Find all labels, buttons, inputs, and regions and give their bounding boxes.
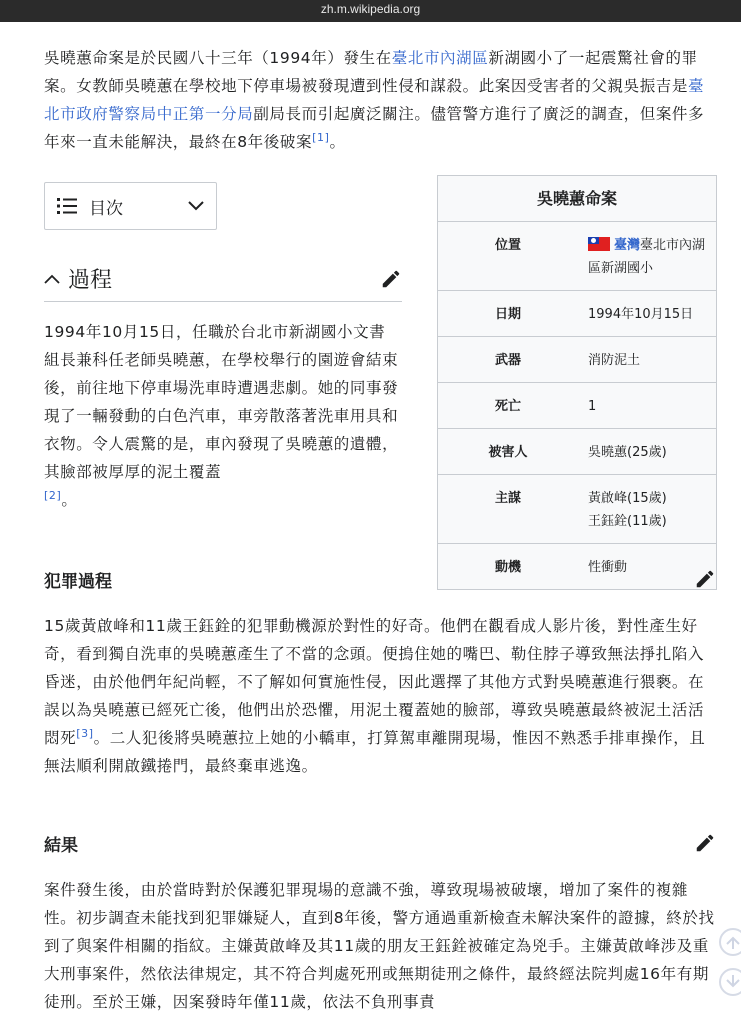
infobox-value: 黃啟峰(15歲) 王鈺銓(11歲) (588, 491, 667, 529)
list-icon (57, 197, 77, 215)
infobox-value: 消防泥土 (588, 353, 641, 368)
result-paragraph: 案件發生後，由於當時對於保護犯罪現場的意識不強，導致現場被破壞，增加了案件的複雜性。初步調查未能找到犯罪嫌疑人，直到8年後，警方通過重新檢查未解決案件的證據，終於找到了與案件相關的指紋。主嫌黃啟峰及其11歲的朋友王鈺銓被確定為兇手。主嫌黃啟峰涉及重大刑事案件，然依法律規定，其不符合判處死刑或無期徒刑之條件，最終經法院判處16年有期徒刑。至於王嫌，因案發時年僅11歲，依法不負刑事責 (44, 881, 715, 1011)
toc-label: 目次 (89, 198, 123, 219)
section-title-crime: 犯罪過程 (44, 571, 112, 592)
chevron-up-icon[interactable] (44, 274, 60, 284)
crime-paragraph: 15歲黃啟峰和11歲王鈺銓的犯罪動機源於對性的好奇。他們在觀看成人影片後，對性產生好奇，看到獨自洗車的吳曉蕙產生了不當的念頭。便摀住她的嘴巴、勒住脖子導致無法掙扎陷入昏迷，由於他們年紀尚輕，不了解如何實施性侵，因此選擇了其他方式對吳曉蕙進行猥褻。在誤以為吳曉蕙已經死亡後，他們出於恐懼，用泥土覆蓋她的臉部，導致吳曉蕙最終被泥土活活悶死[3]。二人犯後將吳曉蕙拉上她的小轎車，打算駕車離開現場，惟因不熟悉手排車操作，且無法順利開啟鐵捲門，最終棄車逃逸。 (44, 617, 706, 775)
section-title-result: 結果 (44, 835, 78, 856)
section-heading-process[interactable] (44, 256, 402, 302)
infobox-row-perpetrator (438, 475, 716, 544)
section-result-body (44, 876, 716, 1024)
edit-pencil-icon[interactable] (380, 268, 402, 290)
toc-dropdown[interactable] (44, 182, 217, 230)
infobox-row-weapon (438, 337, 716, 383)
infobox-value: 臺灣臺北市內湖區新湖國小 (588, 238, 706, 276)
link-police-bureau[interactable]: 臺北市政府警察局中正第一分局 (44, 77, 705, 123)
section-process-body (44, 318, 400, 514)
infobox-label: 被害人 (488, 445, 528, 460)
process-paragraph: 1994年10月15日，任職於台北市新湖國小文書組長兼科任老師吳曉蕙，在學校舉行的園遊會結束後，前往地下停車場洗車時遭遇悲劇。她的同事發現了一輛發動的白色汽車，車旁散落著洗車用具和衣物。令人震驚的是，車內發現了吳曉蕙的遺體，其臉部被厚厚的泥土覆蓋 [2]。 (44, 323, 399, 509)
scroll-down-button[interactable] (719, 968, 741, 996)
infobox-label: 主謀 (494, 491, 521, 506)
infobox-row-date (438, 291, 716, 337)
infobox-value: 性衝動 (588, 560, 628, 575)
edit-pencil-icon[interactable] (694, 832, 716, 854)
intro-paragraph: 吳曉蕙命案是於民國八十三年（1994年）發生在臺北市內湖區新湖國小了一起震驚社會的罪案。女教師吳曉蕙在學校地下停車場被發現遭到性侵和謀殺。此案因受害者的父親吳振吉是臺北市政府警察局中正第一分局副局長而引起廣泛關注。儘管警方進行了廣泛的調查，但案件多年來一直未能解決，最終在8年後破案[1]。 (44, 49, 705, 151)
url-bar[interactable] (0, 0, 741, 22)
taiwan-flag-icon (588, 237, 610, 251)
infobox-value: 1 (588, 399, 597, 414)
section-heading-crime[interactable] (44, 565, 716, 593)
scroll-up-button[interactable] (719, 928, 741, 956)
infobox-label: 死亡 (494, 399, 521, 414)
url-text: zh.m.wikipedia.org (320, 2, 421, 16)
arrow-up-icon (721, 930, 741, 954)
infobox (437, 175, 717, 590)
link-taipei-neihu[interactable]: 臺北市內湖區 (391, 49, 489, 67)
infobox-label: 日期 (494, 307, 521, 322)
section-crime-body (44, 612, 716, 780)
link-taiwan[interactable]: 臺灣 (614, 238, 641, 253)
infobox-label: 動機 (494, 560, 521, 575)
reference-3[interactable]: [3] (76, 726, 94, 740)
chevron-down-icon (188, 201, 204, 211)
infobox-label: 位置 (494, 238, 521, 253)
section-heading-result[interactable] (44, 829, 716, 857)
infobox-row-location (438, 222, 716, 291)
edit-pencil-icon[interactable] (694, 568, 716, 590)
infobox-value: 1994年10月15日 (588, 307, 694, 322)
reference-1[interactable]: [1] (312, 130, 330, 144)
infobox-row-victim (438, 429, 716, 475)
intro-section (44, 44, 716, 156)
infobox-row-deaths (438, 383, 716, 429)
reference-2[interactable]: [2] (44, 488, 62, 502)
infobox-title: 吳曉蕙命案 (438, 176, 716, 222)
section-title-process: 過程 (68, 268, 113, 293)
infobox-label: 武器 (494, 353, 521, 368)
infobox-value: 吳曉蕙(25歲) (588, 445, 667, 460)
arrow-down-icon (721, 970, 741, 994)
